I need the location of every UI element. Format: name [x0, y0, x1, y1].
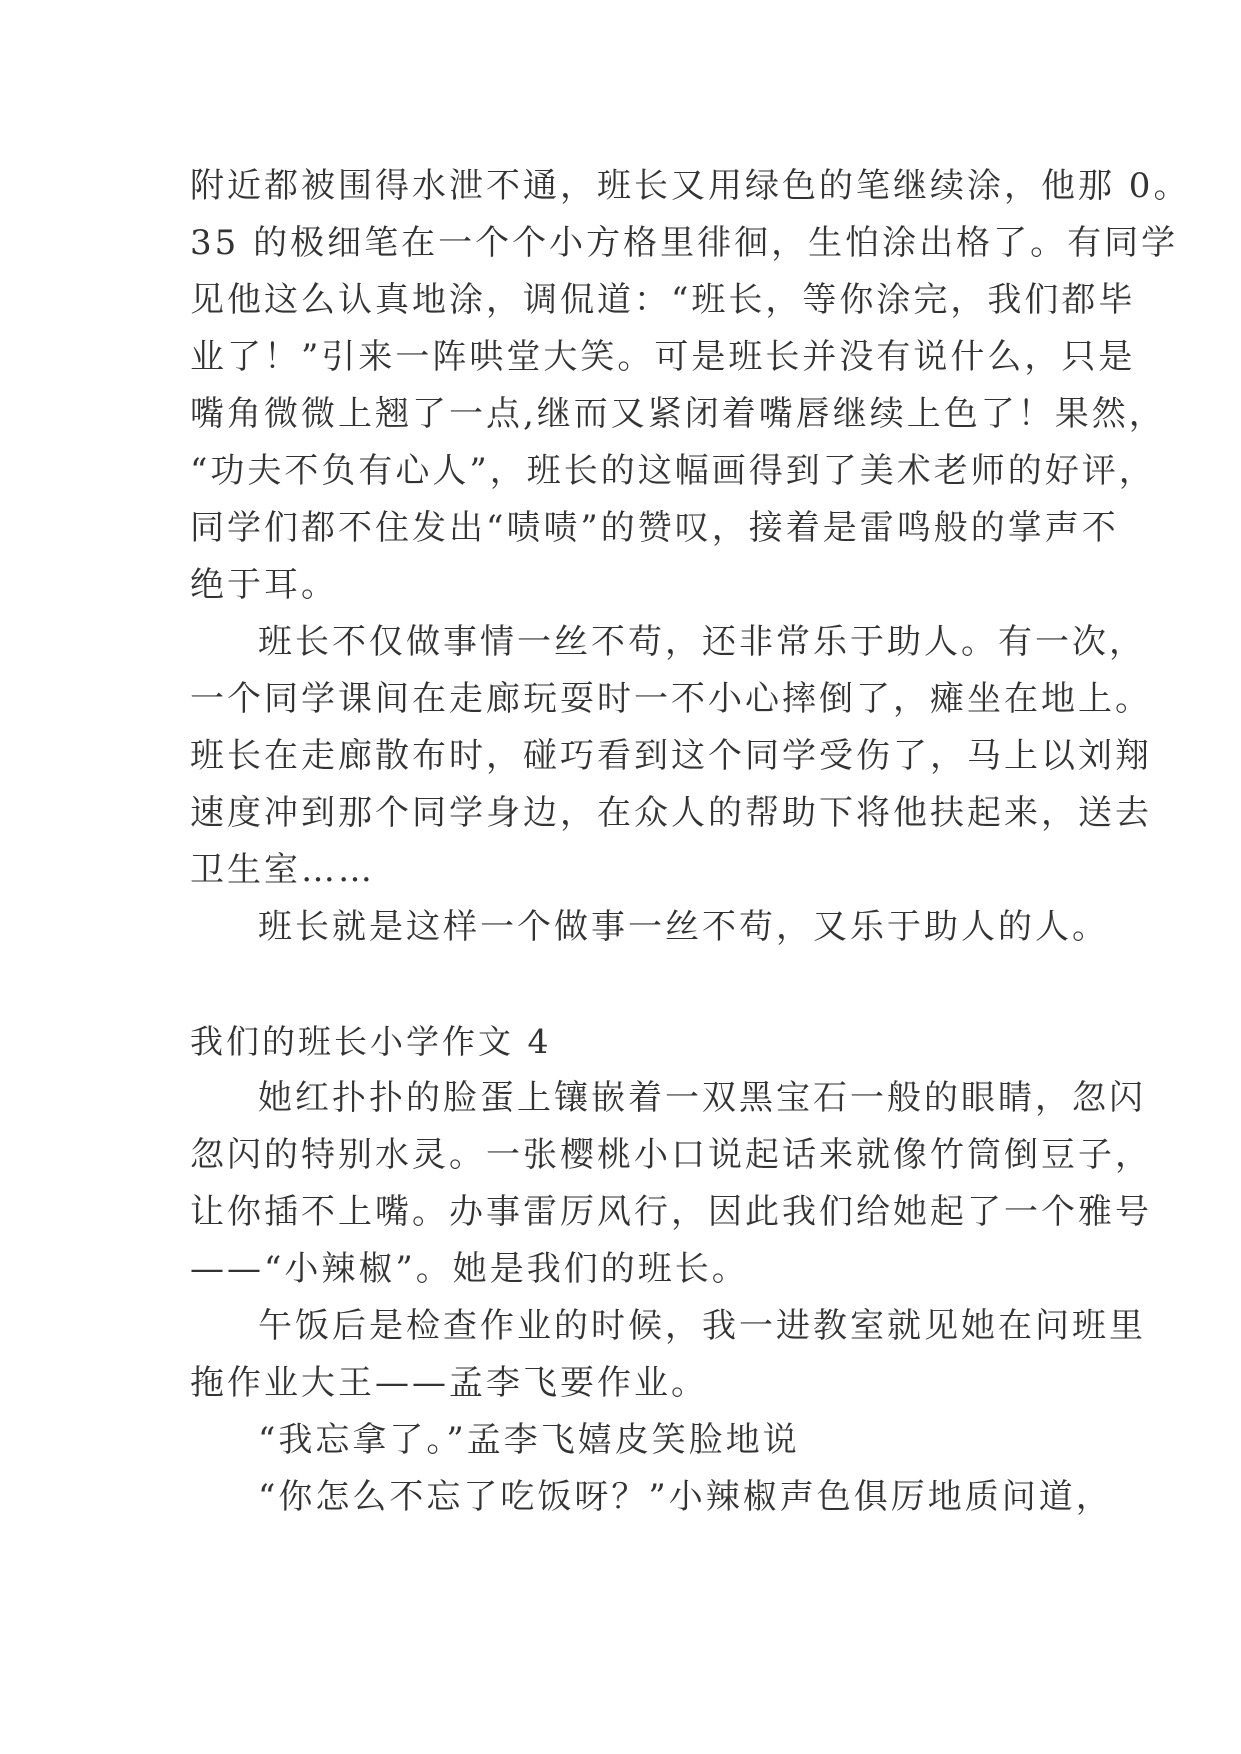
text-line: 业了！”引来一阵哄堂大笑。可是班长并没有说什么，只是 [190, 337, 1136, 377]
text-line: 午饭后是检查作业的时候，我一进教室就见她在问班里 [258, 1306, 1146, 1346]
text-line: 见他这么认真地涂，调侃道：“班长，等你涂完，我们都毕 [190, 280, 1136, 320]
text-line: 嘴角微微上翘了一点,继而又紧闭着嘴唇继续上色了！果然， [190, 394, 1166, 434]
text-line: 拖作业大王——孟李飞要作业。 [190, 1363, 708, 1403]
text-line: “功夫不负有心人”，班长的这幅画得到了美术老师的好评， [190, 451, 1156, 491]
text-line: 绝于耳。 [190, 565, 338, 605]
text-line: 同学们都不住发出“啧啧”的赞叹，接着是雷鸣般的掌声不 [190, 508, 1119, 548]
text-line: ——“小辣椒”。她是我们的班长。 [190, 1249, 749, 1289]
text-line: 班长在走廊散布时，碰巧看到这个同学受伤了，马上以刘翔 [190, 736, 1152, 776]
document-body [190, 158, 1191, 1526]
text-line: 卫生室…… [190, 850, 375, 890]
text-line: 附近都被围得水泄不通，班长又用绿色的笔继续涂，他那 0。 [190, 166, 1191, 206]
text-line: 忽闪的特别水灵。一张樱桃小口说起话来就像竹筒倒豆子， [190, 1135, 1152, 1175]
text-line: 她红扑扑的脸蛋上镶嵌着一双黑宝石一般的眼睛，忽闪 [258, 1078, 1146, 1118]
text-line: 35 的极细笔在一个个小方格里徘徊，生怕涂出格了。有同学 [190, 223, 1179, 263]
paragraph-gap [190, 956, 1070, 1013]
section-heading: 我们的班长小学作文 4 [190, 1022, 552, 1061]
text-line: 让你插不上嘴。办事雷厉风行，因此我们给她起了一个雅号 [190, 1192, 1152, 1232]
text-line: 一个同学课间在走廊玩耍时一不小心摔倒了，瘫坐在地上。 [190, 679, 1152, 719]
text-line: “我忘拿了。”孟李飞嬉皮笑脸地说 [258, 1420, 800, 1460]
text-line: 班长就是这样一个做事一丝不苟，又乐于助人的人。 [258, 907, 1109, 947]
text-line: “你怎么不忘了吃饭呀？”小辣椒声色俱厉地质问道， [258, 1477, 1113, 1517]
text-line: 速度冲到那个同学身边，在众人的帮助下将他扶起来，送去 [190, 793, 1152, 833]
text-line: 班长不仅做事情一丝不苟，还非常乐于助人。有一次， [258, 622, 1146, 662]
